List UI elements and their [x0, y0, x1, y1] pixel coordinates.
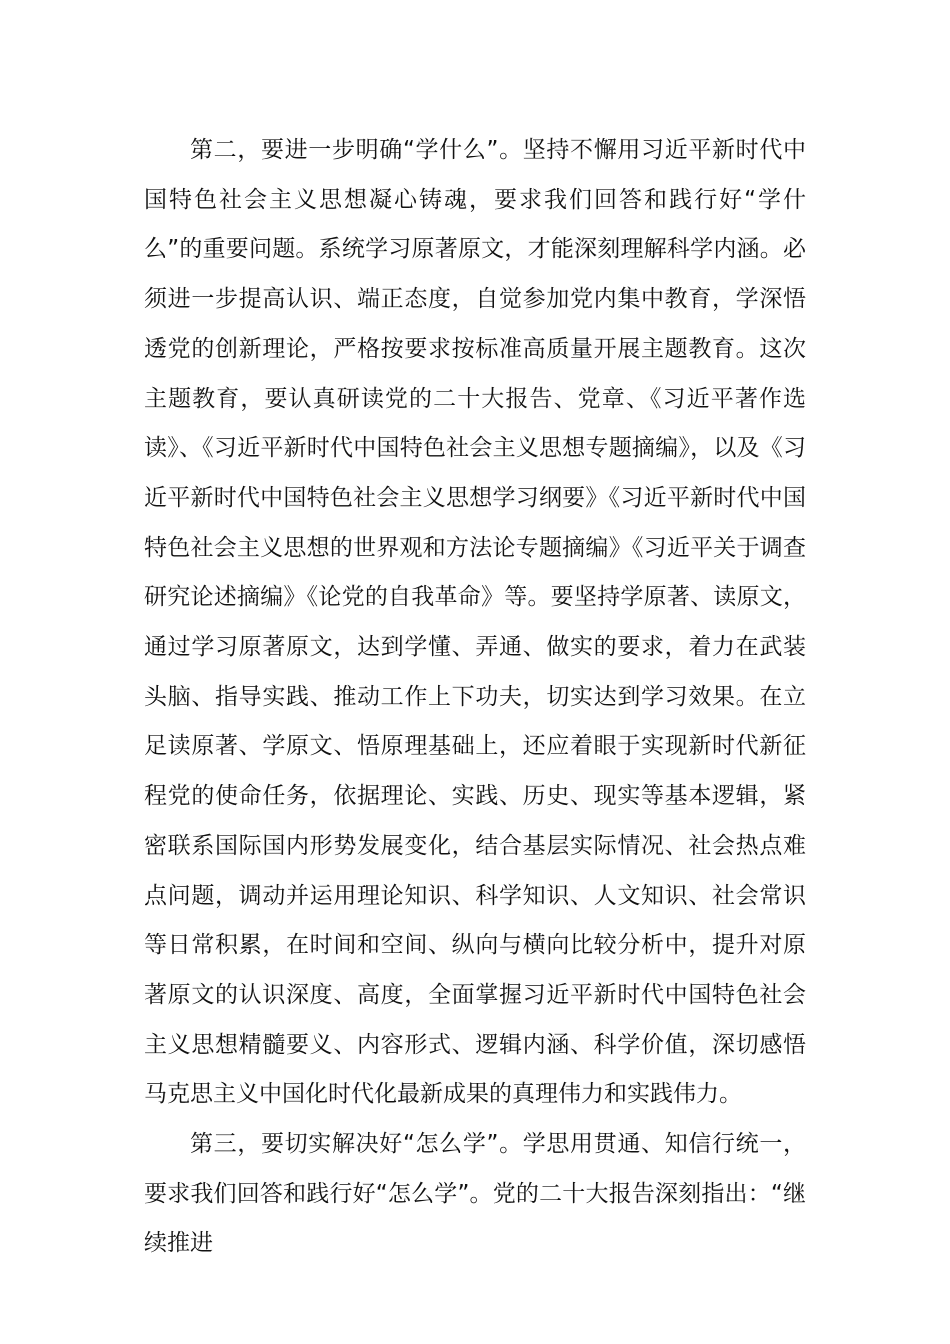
paragraph-second: 第二，要进一步明确“学什么”。坚持不懈用习近平新时代中国特色社会主义思想凝心铸魂，要求我们回答和践行好“学什么”的重要问题。系统学习原著原文，才能深刻理解科学内涵。必须进一步提高认识、端正态度，自觉参加党内集中教育，学深悟透党的创新理论，严格按要求按标准高质量开展主题教育。这次主题教育，要认真研读党的二十大报告、党章、《习近平著作选读》、《习近平新时代中国特色社会主义思想专题摘编》，以及《习近平新时代中国特色社会主义思想学习纲要》《习近平新时代中国特色社会主义思想的世界观和方法论专题摘编》《习近平关于调查研究论述摘编》《论党的自我革命》等。要坚持学原著、读原文，通过学习原著原文，达到学懂、弄通、做实的要求，着力在武装头脑、指导实践、推动工作上下功夫，切实达到学习效果。在立足读原著、学原文、悟原理基础上，还应着眼于实现新时代新征程党的使命任务，依据理论、实践、历史、现实等基本逻辑，紧密联系国际国内形势发展变化，结合基层实际情况、社会热点难点问题，调动并运用理论知识、科学知识、人文知识、社会常识等日常积累，在时间和空间、纵向与横向比较分析中，提升对原著原文的认识深度、高度，全面掌握习近平新时代中国特色社会主义思想精髓要义、内容形式、逻辑内涵、科学价值，深切感悟马克思主义中国化时代化最新成果的真理伟力和实践伟力。: [144, 137, 806, 1108]
document-body: [144, 126, 806, 1269]
paragraph-third: 第三，要切实解决好“怎么学”。学思用贯通、知信行统一，要求我们回答和践行好“怎么学”。党的二十大报告深刻指出：“继续推进: [144, 1131, 806, 1257]
